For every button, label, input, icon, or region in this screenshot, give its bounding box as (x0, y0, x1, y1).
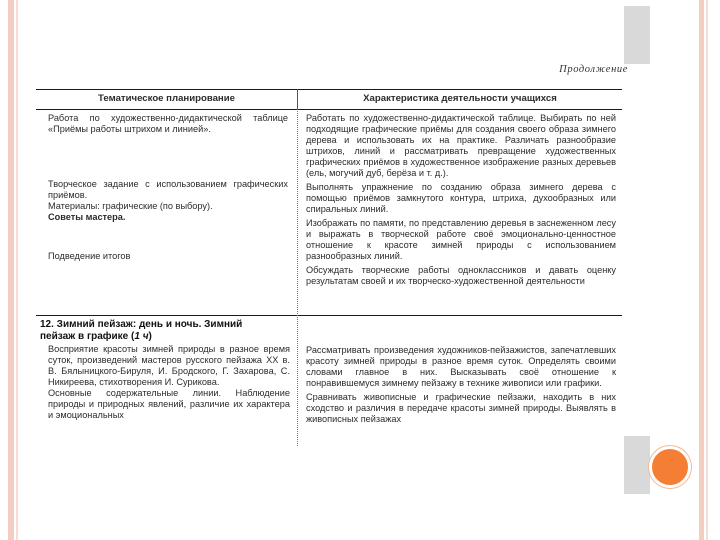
header-bottom-rule (36, 109, 622, 110)
table-top-rule (36, 89, 622, 90)
task-table-work: Работа по художественно-дидактической таблице «Приёмы работы штрихом и линией». (48, 113, 288, 134)
lesson-hours: 1 ч (134, 330, 149, 342)
slide-frame-left-stripe (8, 0, 14, 540)
lesson-title-line1: 12. Зимний пейзаж: день и ночь. Зимний (40, 319, 243, 330)
slide-frame-right-stripe (699, 0, 704, 540)
activity-paragraph-4: Обсуждать творческие работы одноклассников и давать оценку результатам своей и их творческо-художественной деятельности (306, 265, 616, 286)
activity-paragraph-6: Сравнивать живописные и графические пейзажи, находить в них сходство и различия в передаче красоты зимней природы. Выявлять в живописных пейзажах (306, 392, 616, 424)
header-student-activity: Характеристика деятельности учащихся (363, 93, 557, 104)
block1-right-cell (306, 113, 616, 287)
continuation-label: Продолжение (559, 64, 628, 75)
decorative-orange-circle (649, 446, 691, 488)
slide-frame-left-thin-stripe (16, 0, 18, 540)
activity-paragraph-1: Работать по художественно-дидактической таблице. Выбирать по ней подходящие графические приёмы для создания своего образа зимнего дерева и использовать их на практике. Различать разнообразие штрихов, линий и рассматривать превращение художественных графических приёмов в художественное изображение разных деревьев (ель, могучий дуб, берёза и т. д.). (306, 113, 616, 178)
decorative-gray-block-top (624, 6, 650, 64)
block1-left-cell (48, 113, 288, 262)
decorative-gray-block-bottom (624, 436, 650, 494)
master-tips: Советы мастера. (48, 212, 126, 222)
planning-table (36, 89, 622, 446)
body-column-divider (297, 109, 298, 446)
materials-text: Материалы: графические (по выбору). (48, 201, 213, 211)
summary-text: Подведение итогов (48, 251, 131, 261)
main-content-lines: Основные содержательные линии. Наблюдение природы и природных явлений, различие их характера и эмоциональных (48, 388, 290, 420)
slide-frame-right-thin-stripe (706, 0, 708, 540)
block2-left-cell (40, 319, 290, 421)
header-thematic-planning: Тематическое планирование (98, 93, 235, 104)
activity-paragraph-2: Выполнять упражнение по созданию образа зимнего дерева с помощью приёмов замкнутого контура, штриха, духообразных или спиральных линий. (306, 182, 616, 214)
task-creative: Творческое задание с использованием графических приёмов. (48, 179, 288, 200)
activity-paragraph-5: Рассматривать произведения художников-пейзажистов, запечатлевших красоту зимней природы в разное время суток. Определять своими словами главное в них. Высказывать своё отношение к понравившемуся зимнему пейзажу в технике живописи или графики. (306, 345, 616, 388)
lesson-title-line2: пейзаж в графике (1 ч) (40, 330, 152, 342)
activity-paragraph-3: Изображать по памяти, по представлению деревья в заснеженном лесу и выражать в творческой работе своё эмоционально-ценностное отношение к красоте зимней природы с использованием разнообразных линий. (306, 218, 616, 261)
perception-text: Восприятие красоты зимней природы в разное время суток, произведений мастеров русского пейзажа XX в. В. Бялыницкого-Бируля, И. Бродского, Г. Захаровa, С. Никиреева, стихотворения И. Сурикова. (48, 344, 290, 387)
block-separator-rule (36, 315, 622, 316)
block2-right-cell (306, 345, 616, 425)
